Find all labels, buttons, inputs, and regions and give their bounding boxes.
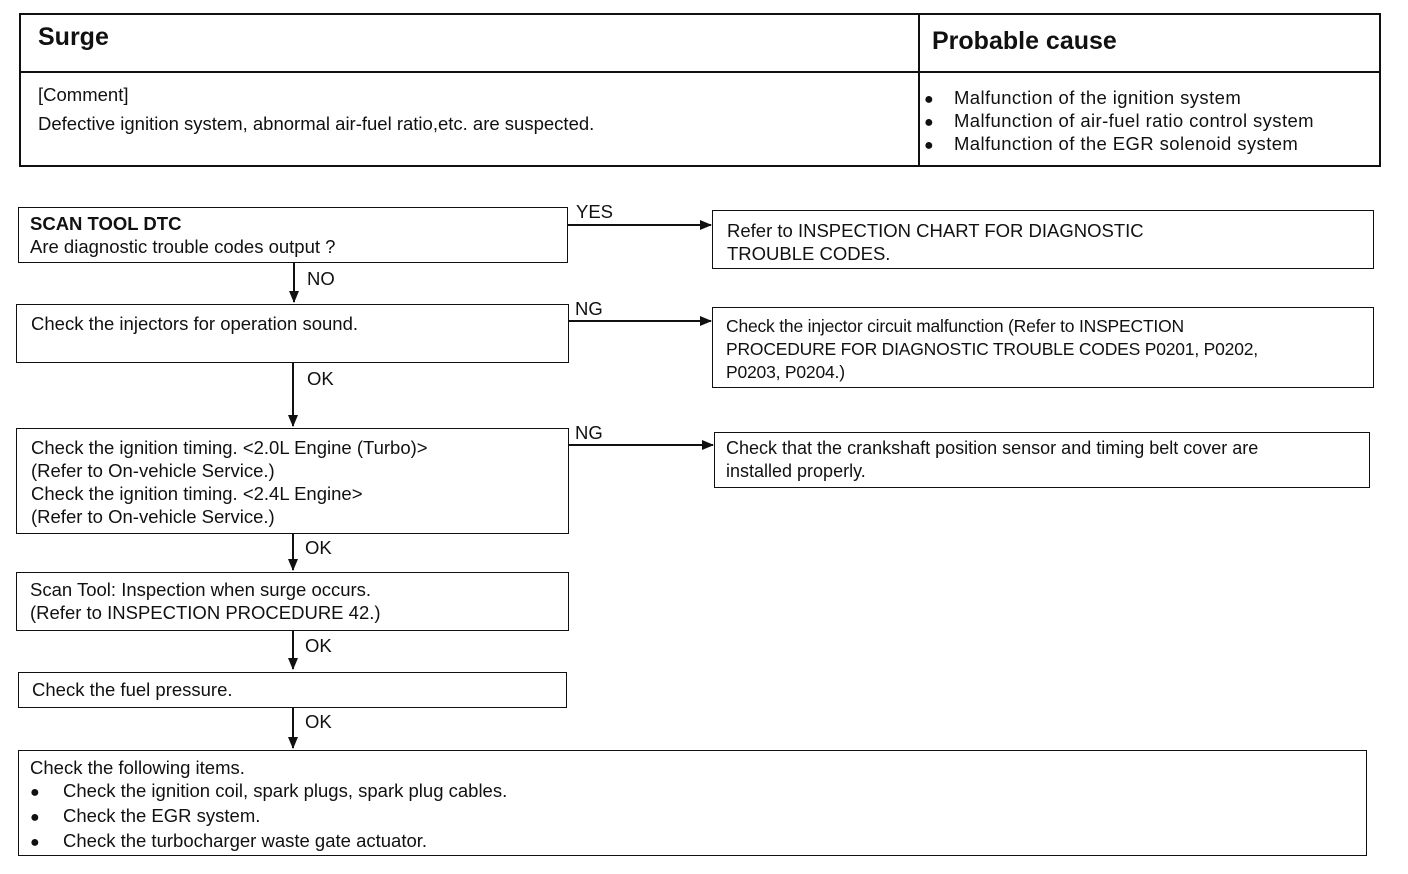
probable-cause-title: Probable cause — [932, 27, 1117, 55]
cause-item: ● Malfunction of the EGR solenoid system — [924, 133, 1299, 154]
column-divider — [918, 15, 920, 165]
result-injector-circuit: Check the injector circuit malfunction (Refer to INSPECTION PROCEDURE FOR DIAGNOSTIC TROUBLE CODES P0201, P0202, P0203, P0204.) — [712, 307, 1374, 388]
ok-label: OK — [305, 537, 332, 558]
page-title: Surge — [38, 23, 109, 51]
step-scan-tool-surge: Scan Tool: Inspection when surge occurs. (Refer to INSPECTION PROCEDURE 42.) — [16, 572, 569, 631]
list-item: ● Check the ignition coil, spark plugs, spark plug cables. — [30, 779, 1366, 804]
result-refer-dtc-chart: Refer to INSPECTION CHART FOR DIAGNOSTIC TROUBLE CODES. — [712, 210, 1374, 269]
ok-label: OK — [305, 635, 332, 656]
cause-item: ● Malfunction of the ignition system — [924, 87, 1242, 108]
ng-label: NG — [575, 298, 603, 319]
step-check-fuel-pressure: Check the fuel pressure. — [18, 672, 567, 708]
ok-label: OK — [305, 711, 332, 732]
ok-label: OK — [307, 368, 334, 389]
cause-item: ● Malfunction of air-fuel ratio control system — [924, 110, 1314, 131]
bullet-icon: ● — [30, 784, 40, 801]
no-label: NO — [307, 268, 335, 289]
step-intro: Check the following items. — [30, 757, 245, 778]
step-scan-tool-dtc — [18, 207, 568, 263]
ng-label: NG — [575, 422, 603, 443]
step-check-following-items — [18, 750, 1367, 856]
yes-label: YES — [576, 201, 614, 222]
bullet-icon: ● — [924, 114, 934, 131]
step-question: Are diagnostic trouble codes output ? — [30, 236, 336, 257]
cause-list — [924, 86, 1314, 155]
step-check-ignition-timing: Check the ignition timing. <2.0L Engine (Turbo)> (Refer to On-vehicle Service.) Check the ignition timing. <2.4L Engine> (Refer to On-vehicle Service.) — [16, 428, 569, 534]
bullet-icon: ● — [30, 809, 40, 826]
list-item: ● Check the turbocharger waste gate actuator. — [30, 829, 1366, 854]
step-check-injectors: Check the injectors for operation sound. — [16, 304, 569, 363]
comment-label: [Comment] — [38, 84, 129, 105]
comment-text: Defective ignition system, abnormal air-fuel ratio,etc. are suspected. — [38, 113, 595, 134]
row-divider — [21, 71, 1379, 73]
bullet-icon: ● — [924, 91, 934, 108]
list-item: ● Check the EGR system. — [30, 804, 1366, 829]
bullet-icon: ● — [924, 137, 934, 154]
step-title: SCAN TOOL DTC — [30, 213, 182, 234]
bullet-icon: ● — [30, 834, 40, 851]
header-table — [19, 13, 1381, 167]
result-crankshaft-sensor: Check that the crankshaft position sensor and timing belt cover are installed properly. — [714, 432, 1370, 488]
